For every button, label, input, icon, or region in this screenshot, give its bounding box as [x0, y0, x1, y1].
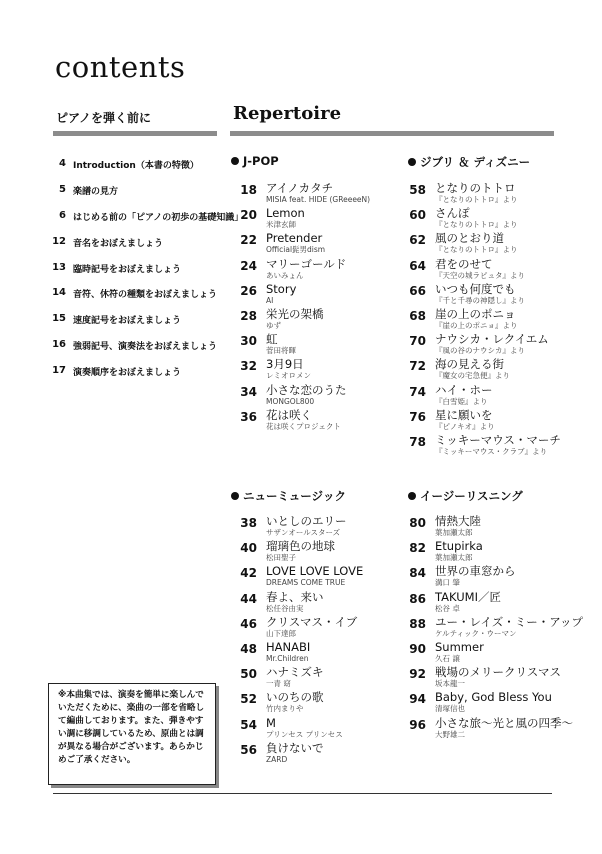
page-number: 4 — [59, 158, 66, 169]
bottom-rule — [53, 793, 552, 794]
song-source: 『となりのトトロ』より — [435, 195, 518, 204]
song-source: 『崖の上のポニョ』より — [435, 320, 518, 330]
intro-item[interactable] — [40, 158, 220, 184]
song-item[interactable] — [231, 333, 401, 358]
intro-title: 楽譜の見方 — [73, 186, 119, 197]
song-item[interactable] — [231, 258, 401, 283]
song-title: ハナミズキ — [266, 665, 324, 680]
intro-title: 音符、休符の種類をおぼえましょう — [73, 290, 218, 301]
page-number: 42 — [240, 566, 257, 581]
song-title: TAKUMI／匠 — [435, 589, 501, 604]
page-number: 28 — [240, 308, 257, 323]
page-number: 14 — [52, 287, 66, 299]
song-source: 『天空の城ラピュタ』より — [435, 270, 525, 280]
song-title: 花は咲く — [266, 407, 312, 422]
song-artist: ZARD — [266, 754, 288, 764]
page-number: 84 — [409, 566, 426, 581]
song-title: 世界の車窓から — [435, 564, 516, 579]
song-item[interactable] — [231, 616, 401, 641]
song-item[interactable] — [400, 540, 570, 565]
intro-title: 音名をおぼえましょう — [73, 238, 164, 249]
intro-item[interactable] — [40, 236, 220, 262]
page-title: contents — [55, 50, 186, 84]
page-number: 94 — [409, 692, 426, 707]
intro-item[interactable] — [40, 209, 244, 236]
new-music-heading-label: ニューミュージック — [243, 489, 347, 503]
page-number: 66 — [409, 283, 426, 298]
song-source: 『魔女の宅急便』より — [435, 371, 510, 381]
new-music-list — [231, 515, 401, 767]
song-title: 海の見える街 — [435, 357, 504, 372]
intro-title: Introduction（本書の特徴） — [73, 161, 199, 171]
song-title: 小さな旅～光と風の四季～ — [435, 715, 573, 730]
intro-title: はじめる前の「ピアノの初歩の基礎知識」 — [73, 212, 244, 223]
song-title: M — [266, 715, 276, 730]
song-title: 虹 — [266, 332, 278, 347]
arrangement-note: ※本曲集では、演奏を簡単に楽しんでいただくために、楽曲の一部を省略して編曲しております。また、弾きやすい調に移調しているため、原曲とは調が異なる場合がございます。あらかじめご了承ください。 — [58, 690, 205, 765]
song-title: Etupirka — [435, 539, 483, 554]
song-item[interactable] — [231, 666, 401, 691]
before-piano-heading: ピアノを弾く前に — [56, 111, 152, 125]
intro-item[interactable] — [40, 184, 220, 210]
song-source: 『ミッキーマウス・クラブ』より — [435, 446, 548, 456]
page-number: 32 — [240, 359, 257, 374]
song-item[interactable] — [231, 591, 401, 616]
song-title: ハイ・ホー — [435, 382, 493, 397]
easy-listening-heading-label: イージーリスニング — [420, 489, 523, 503]
song-item[interactable] — [400, 409, 570, 434]
song-artist: 一青 窈 — [266, 679, 291, 689]
page-number: 46 — [240, 616, 257, 631]
song-title: 栄光の架橋 — [266, 306, 324, 321]
song-artist: プリンセス プリンセス — [266, 729, 343, 739]
ghibli-disney-list — [400, 182, 570, 459]
song-item[interactable] — [400, 591, 570, 616]
song-item[interactable] — [400, 641, 570, 666]
song-title: マリーゴールド — [266, 256, 347, 271]
song-artist: 大野雄二 — [435, 729, 465, 739]
page-number: 82 — [409, 541, 426, 556]
song-item[interactable] — [231, 742, 401, 767]
song-item[interactable] — [400, 232, 570, 257]
page-number: 70 — [409, 334, 426, 349]
song-source: 『となりのトトロ』より — [435, 245, 518, 255]
page-number: 15 — [52, 313, 66, 325]
page-number: 52 — [240, 692, 257, 707]
intro-title: 演奏順序をおぼえましょう — [73, 368, 182, 379]
song-artist: MISIA feat. HIDE (GReeeeN) — [266, 195, 371, 204]
song-title: 3月9日 — [266, 357, 304, 372]
song-title: 崖の上のポニョ — [435, 306, 516, 321]
song-item[interactable] — [400, 308, 570, 333]
song-artist: サザンオールスターズ — [266, 528, 341, 537]
song-title: Lemon — [266, 206, 305, 221]
song-artist: レミオロメン — [266, 371, 311, 381]
jpop-list — [231, 182, 401, 434]
intro-item[interactable] — [40, 313, 220, 339]
song-title: 君をのせて — [435, 256, 493, 271]
song-title: ナウシカ・レクイエム — [435, 332, 549, 347]
page-number: 60 — [409, 208, 426, 223]
song-item[interactable] — [400, 614, 584, 641]
page-number: 17 — [52, 365, 66, 377]
song-title: クリスマス・イブ — [266, 614, 358, 629]
page-number: 54 — [240, 717, 257, 732]
song-title: 春よ、来い — [266, 589, 324, 604]
song-title: いのちの歌 — [266, 690, 324, 705]
song-title: 星に願いを — [435, 407, 493, 422]
song-item[interactable] — [231, 717, 401, 742]
left-heading-rule — [53, 131, 217, 136]
easy-listening-heading — [408, 488, 523, 504]
page-number: 48 — [240, 641, 257, 656]
page-number: 30 — [240, 334, 257, 349]
song-item[interactable] — [231, 540, 401, 565]
intro-title: 臨時記号をおぼえましょう — [73, 264, 182, 275]
intro-title: 強弱記号、演奏法をおぼえましょう — [73, 342, 218, 353]
intro-list — [40, 158, 244, 391]
page-number: 20 — [240, 208, 257, 223]
page-number: 36 — [240, 409, 257, 424]
page-number: 6 — [59, 209, 66, 221]
song-title: Summer — [435, 639, 484, 654]
easy-listening-list — [400, 514, 584, 742]
song-artist: DREAMS COME TRUE — [266, 578, 346, 588]
song-item[interactable] — [231, 384, 401, 409]
intro-item[interactable] — [40, 287, 220, 313]
song-item[interactable] — [400, 515, 570, 540]
song-item[interactable] — [400, 715, 573, 742]
song-item[interactable] — [231, 409, 401, 434]
song-title: 瑠璃色の地球 — [266, 539, 335, 554]
song-item[interactable] — [400, 384, 570, 409]
song-artist: 米津玄師 — [266, 220, 296, 230]
page-number: 72 — [409, 359, 426, 374]
song-item[interactable] — [400, 358, 570, 383]
page-number: 24 — [240, 258, 257, 273]
song-item[interactable] — [231, 641, 401, 666]
page-number: 56 — [240, 742, 257, 757]
song-item[interactable] — [400, 182, 570, 207]
song-title: ミッキーマウス・マーチ — [435, 432, 561, 447]
song-title: アイノカタチ — [266, 181, 334, 195]
song-artist: 菅田将暉 — [266, 346, 296, 356]
song-item[interactable] — [400, 283, 570, 308]
song-source: 『ピノキオ』より — [435, 421, 495, 431]
page-number: 64 — [409, 258, 426, 273]
page-number: 40 — [240, 541, 257, 556]
page-number: 96 — [409, 717, 426, 732]
song-artist: 溝口 肇 — [435, 578, 460, 588]
intro-title: 速度記号をおぼえましょう — [73, 316, 182, 327]
new-music-heading — [231, 488, 346, 504]
song-artist: 葉加瀬太郎 — [435, 528, 473, 537]
song-title: 風のとおり道 — [435, 231, 504, 246]
page-number: 16 — [52, 339, 66, 351]
song-item[interactable] — [231, 691, 401, 716]
song-source: 『千と千尋の神隠し』より — [435, 295, 525, 305]
song-title: 戦場のメリークリスマス — [435, 665, 562, 680]
song-item[interactable] — [231, 515, 401, 540]
arrangement-note-box — [48, 683, 216, 785]
bullet-icon — [408, 492, 416, 500]
song-item[interactable] — [231, 232, 401, 257]
jpop-heading — [231, 154, 279, 168]
page-number: 76 — [409, 409, 426, 424]
ghibli-disney-heading — [408, 154, 530, 170]
song-item[interactable] — [231, 182, 401, 207]
page-number: 13 — [52, 261, 66, 273]
song-title: LOVE LOVE LOVE — [266, 564, 364, 579]
page-number: 74 — [409, 384, 426, 399]
song-item[interactable] — [231, 283, 401, 308]
song-item[interactable] — [231, 308, 401, 333]
page-number: 5 — [59, 183, 66, 195]
page-number: 26 — [240, 283, 257, 298]
song-item[interactable] — [400, 691, 570, 716]
song-title: 負けないで — [266, 740, 324, 755]
song-title: Pretender — [266, 231, 323, 246]
page-number: 88 — [409, 616, 426, 631]
intro-item[interactable] — [40, 365, 220, 391]
repertoire-heading: Repertoire — [233, 103, 342, 124]
song-artist: 清塚信也 — [435, 704, 465, 714]
song-artist: 松谷 卓 — [435, 603, 460, 613]
page-number: 80 — [409, 516, 426, 530]
page-number: 34 — [240, 384, 257, 399]
song-artist: Mr.Children — [266, 653, 309, 663]
page-number: 44 — [240, 591, 257, 606]
page-number: 68 — [409, 308, 426, 323]
bullet-icon — [408, 158, 416, 166]
song-artist: Official髭男dism — [266, 245, 326, 255]
song-item[interactable] — [231, 358, 401, 383]
song-title: Story — [266, 281, 297, 296]
song-title: 小さな恋のうた — [266, 382, 347, 397]
song-title: 情熱大陸 — [435, 514, 481, 528]
page-number: 86 — [409, 591, 426, 606]
song-artist: 松田聖子 — [266, 553, 296, 563]
song-item[interactable] — [231, 565, 401, 590]
page-number: 50 — [240, 667, 257, 682]
page-number: 22 — [240, 233, 257, 248]
song-title: HANABI — [266, 639, 311, 654]
song-item[interactable] — [400, 434, 570, 459]
jpop-heading-label: J-POP — [243, 154, 279, 168]
page-number: 12 — [52, 235, 66, 247]
song-item[interactable] — [400, 333, 570, 358]
song-artist: MONGOL800 — [266, 396, 315, 406]
page-number: 62 — [409, 233, 426, 248]
song-artist: ケルティック・ウーマン — [435, 628, 517, 638]
song-title: いつも何度でも — [435, 281, 516, 296]
page-number: 92 — [409, 667, 426, 682]
song-artist: 葉加瀬太郎 — [435, 553, 473, 563]
song-item[interactable] — [400, 666, 570, 691]
song-artist: 山下達郎 — [266, 628, 296, 638]
page-number: 90 — [409, 641, 426, 656]
song-item[interactable] — [400, 207, 570, 232]
song-source: 『白雪姫』より — [435, 396, 488, 406]
bullet-icon — [231, 492, 239, 500]
page-number: 38 — [240, 516, 257, 530]
song-title: ユー・レイズ・ミー・アップ — [435, 614, 584, 629]
intro-item[interactable] — [40, 339, 220, 365]
song-item[interactable] — [400, 565, 570, 590]
page-number: 78 — [409, 434, 426, 449]
song-item[interactable] — [400, 258, 570, 283]
song-title: さんぽ — [435, 206, 470, 221]
bullet-icon — [231, 157, 239, 165]
song-artist: 坂本龍一 — [435, 679, 465, 689]
song-item[interactable] — [231, 207, 401, 232]
song-title: Baby, God Bless You — [435, 690, 552, 705]
intro-item[interactable] — [40, 262, 220, 288]
ghibli-disney-heading-label: ジブリ ＆ ディズニー — [420, 155, 531, 169]
song-title: いとしのエリー — [266, 514, 347, 528]
right-heading-rule — [230, 131, 554, 136]
song-artist: 久石 譲 — [435, 653, 460, 663]
song-source: 『となりのトトロ』より — [435, 220, 518, 230]
song-artist: 松任谷由実 — [266, 603, 304, 613]
song-artist: 竹内まりや — [266, 704, 304, 714]
song-artist: 花は咲くプロジェクト — [266, 421, 341, 431]
song-source: 『風の谷のナウシカ』より — [435, 346, 525, 356]
page-number: 18 — [240, 183, 257, 197]
song-title: となりのトトロ — [435, 181, 516, 195]
song-artist: ゆず — [266, 320, 281, 330]
page-number: 58 — [409, 183, 426, 197]
song-artist: あいみょん — [266, 270, 304, 280]
song-artist: AI — [266, 295, 274, 305]
